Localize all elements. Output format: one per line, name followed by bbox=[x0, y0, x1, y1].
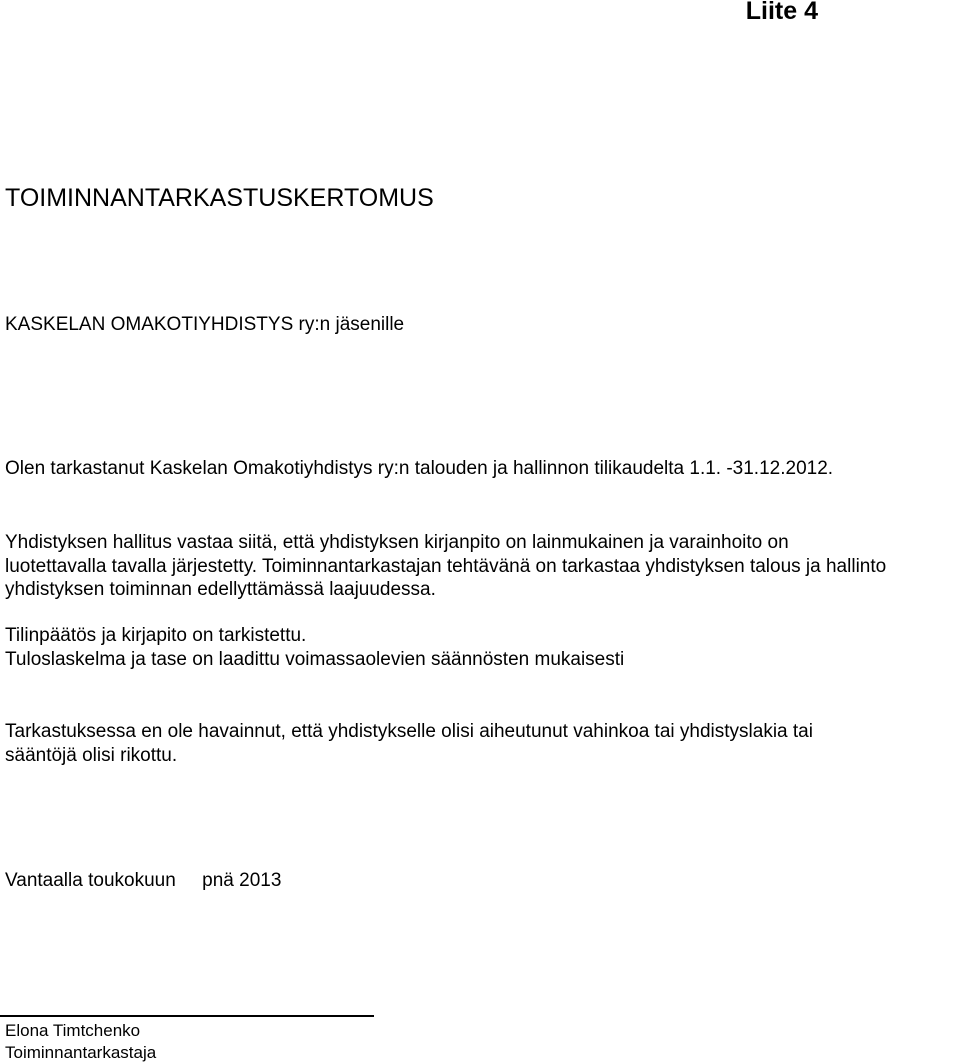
document-title: TOIMINNANTARKASTUSKERTOMUS bbox=[5, 184, 434, 212]
recipient-line: KASKELAN OMAKOTIYHDISTYS ry:n jäsenille bbox=[5, 314, 405, 335]
paragraph-line: Tilinpäätös ja kirjapito on tarkistettu. bbox=[5, 625, 307, 646]
paragraph-audit-scope bbox=[5, 457, 833, 481]
paragraph-responsibilities bbox=[5, 531, 886, 602]
paragraph-line: luotettavalla tavalla järjestetty. Toiminnantarkastajan tehtävänä on tarkastaa yhdistyksen talous ja hallinto bbox=[5, 555, 887, 577]
signatory-role: Toiminnantarkastaja bbox=[5, 1043, 157, 1062]
paragraph-line: Olen tarkastanut Kaskelan Omakotiyhdistys ry:n talouden ja hallinnon tilikaudelta 1.1. -31.12.2012. bbox=[5, 458, 834, 479]
place-and-date: Vantaalla toukokuun pnä 2013 bbox=[5, 870, 282, 891]
paragraph-line: sääntöjä olisi rikottu. bbox=[5, 744, 178, 766]
paragraph-conclusion bbox=[5, 720, 813, 767]
paragraph-line: yhdistyksen toiminnan edellyttämässä laajuudessa. bbox=[5, 579, 436, 600]
signatory-name: Elona Timtchenko bbox=[5, 1021, 141, 1040]
paragraph-line: Yhdistyksen hallitus vastaa siitä, että yhdistyksen kirjanpito on lainmukainen ja varainhoito on bbox=[5, 532, 789, 553]
signature-line bbox=[0, 1015, 374, 1017]
appendix-label: Liite 4 bbox=[745, 0, 818, 25]
paragraph-findings bbox=[5, 624, 624, 671]
paragraph-line: Tuloslaskelma ja tase on laadittu voimassaolevien säännösten mukaisesti bbox=[5, 648, 625, 670]
paragraph-line: Tarkastuksessa en ole havainnut, että yhdistykselle olisi aiheutunut vahinkoa tai yhdistyslakia tai bbox=[5, 721, 813, 742]
